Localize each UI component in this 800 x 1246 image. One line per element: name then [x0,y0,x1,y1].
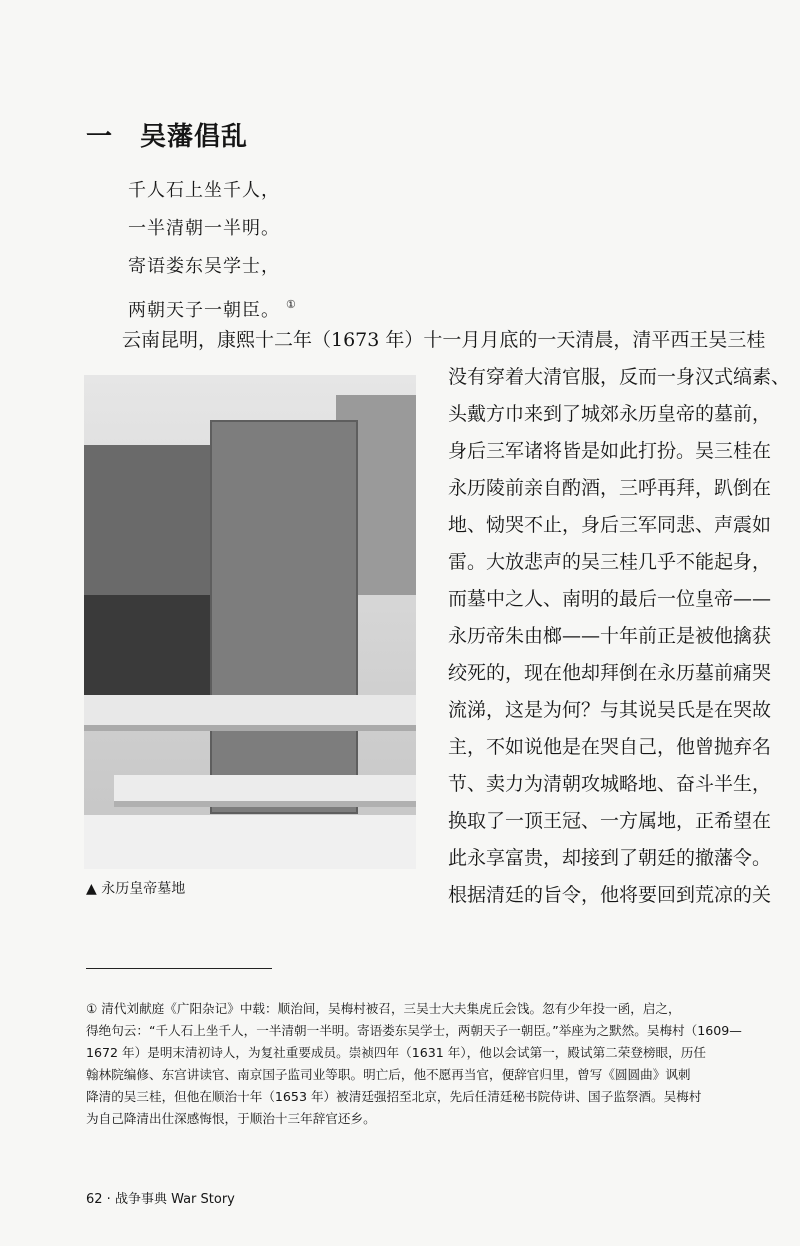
body-line: 地、恸哭不止，身后三军同悲、声震如 [448,514,772,536]
body-line: 身后三军诸将皆是如此打扮。吴三桂在 [448,440,772,462]
poem-line: 千人石上坐千人， [128,180,280,201]
section-title [86,116,248,153]
railing-lower-shape [114,775,416,807]
stele-shape [210,420,358,814]
body-line: 流涕，这是为何？与其说吴氏是在哭故 [448,699,772,721]
footnote-line: ① 清代刘献庭《广阳杂记》中载：顺治间，吴梅村被召，三吴士大夫集虎丘会饯。忽有少年投一函，启之， [86,1001,681,1016]
body-line: 头戴方巾来到了城郊永历皇帝的墓前， [448,403,772,425]
section-title-text: 吴藩倡乱 [140,122,249,152]
poem-line: 寄语娄东吴学士， [128,256,280,277]
body-line: 根据清廷的旨令，他将要回到荒凉的关 [448,884,772,906]
footnote [86,998,780,1130]
body-line: 节、卖力为清朝攻城略地、奋斗半生， [448,773,772,795]
body-line: 永历帝朱由榔——十年前正是被他擒获 [448,625,772,647]
footnote-line: 降清的吴三桂，但他在顺治十年（1653 年）被清廷强招至北京，先后任清廷秘书院侍讲、国子监祭酒。吴梅村 [86,1089,702,1104]
body-line: 永历陵前亲自酌酒，三呼再拜，趴倒在 [448,477,772,499]
body-column [448,359,790,914]
photo-caption: ▲ 永历皇帝墓地 [86,881,186,897]
body-line: 此永享富贵，却接到了朝廷的撤藩令。 [448,847,772,869]
body-line: 而墓中之人、南明的最后一位皇帝—— [448,588,772,610]
body-line: 主，不如说他是在哭自己，他曾抛弃名 [448,736,772,758]
footnote-divider [86,968,272,969]
body-line: 雷。大放悲声的吴三桂几乎不能起身， [448,551,772,573]
body-line: 没有穿着大清官服，反而一身汉式缟素、 [448,366,791,388]
footnote-line: 1672 年）是明末清初诗人，为复社重要成员。崇祯四年（1631 年），他以会试第一，殿试第二荣登榜眼，历任 [86,1045,706,1060]
footnote-line: 翰林院编修、东宫讲读官、南京国子监司业等职。明亡后，他不愿再当官，便辞官归里，曾写《圆圆曲》讽刺 [86,1067,691,1082]
footnote-line: 为自己降清出仕深感悔恨，于顺治十三年辞官还乡。 [86,1111,376,1126]
poem-line: 一半清朝一半明。 [128,218,280,239]
footnote-line: 得绝句云：“千人石上坐千人，一半清朝一半明。寄语娄东吴学士，两朝天子一朝臣。”举座为之默然。吴梅村（1609— [86,1023,742,1038]
tomb-photo [84,375,416,869]
body-line: 绞死的，现在他却拜倒在永历墓前痛哭 [448,662,772,684]
railing-shape [84,695,416,731]
roof-shape [84,445,224,595]
section-number: 一 [86,122,114,152]
poem-line: 两朝天子一朝臣。 [128,300,280,321]
body-first-line: 云南昆明，康熙十二年（1673 年）十一月月底的一天清晨，清平西王吴三桂 [122,329,766,351]
poem [128,172,297,330]
base-shape [84,815,416,869]
body-line: 换取了一顶王冠、一方属地，正希望在 [448,810,772,832]
page-footer: 62 · 战争事典 War Story [86,1192,235,1207]
footnote-marker: ① [286,298,297,311]
